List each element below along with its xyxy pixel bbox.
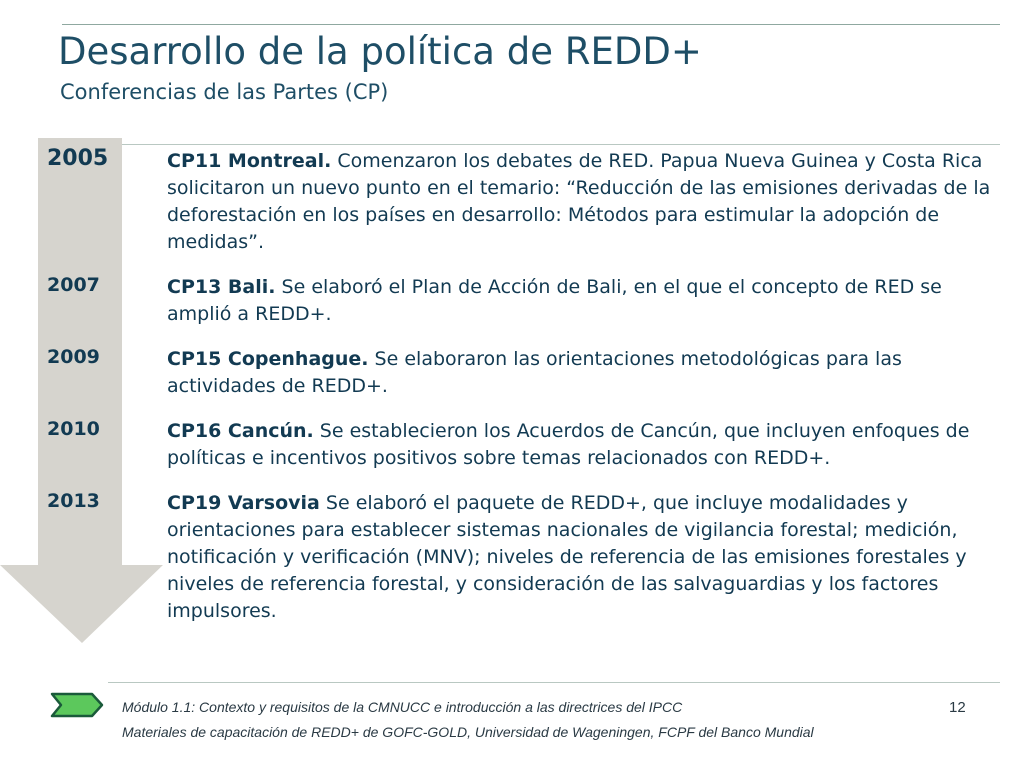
entry-label: CP16 Cancún. (167, 420, 314, 442)
chevron-right-icon (50, 692, 104, 718)
timeline-entry (0, 490, 1024, 625)
entry-text (167, 346, 992, 400)
entry-description: Se elaboraron las orientaciones metodológicas para las actividades de REDD+. (167, 348, 902, 397)
top-divider (62, 24, 1000, 25)
entry-label: CP13 Bali. (167, 276, 276, 298)
entry-text (167, 274, 992, 328)
footer-credits-text: Materiales de capacitación de REDD+ de GOFC-GOLD, Universidad de Wageningen, FCPF del Banco Mundial (122, 724, 814, 740)
entry-description: Comenzaron los debates de RED. Papua Nueva Guinea y Costa Rica solicitaron un nuevo punto en el temario: “Reducción de las emisiones derivadas de la deforestación en los países en desarrollo: Métodos para estimular la adopción de medidas”. (167, 150, 991, 253)
entry-description: Se elaboró el Plan de Acción de Bali, en el que el concepto de RED se amplió a REDD+. (167, 276, 942, 325)
entry-label: CP15 Copenhague. (167, 348, 369, 370)
entry-year: 2009 (47, 346, 100, 368)
entry-text (167, 490, 992, 625)
entry-year: 2007 (47, 274, 100, 296)
content-divider (120, 144, 1000, 145)
entry-year: 2013 (47, 490, 100, 512)
footer-divider (108, 682, 1000, 683)
entry-description: Se elaboró el paquete de REDD+, que incluye modalidades y orientaciones para establecer sistemas nacionales de vigilancia forestal; medición, notificación y verificación (MNV); niveles de referencia de las emisiones forestales y niveles de referencia forestal, y consideración de las salvaguardias y los factores impulsores. (167, 492, 967, 622)
timeline-entry (0, 148, 1024, 256)
entry-text (167, 148, 992, 256)
footer-module-text: Módulo 1.1: Contexto y requisitos de la CMNUCC e introducción a las directrices del IPCC (122, 699, 683, 715)
entry-description: Se establecieron los Acuerdos de Cancún, que incluyen enfoques de políticas e incentivos positivos sobre temas relacionados con REDD+. (167, 420, 970, 469)
entry-text (167, 418, 992, 472)
page-title: Desarrollo de la política de REDD+ (58, 30, 702, 73)
entry-year: 2005 (47, 146, 109, 171)
page-number: 12 (949, 699, 966, 716)
entry-label: CP19 Varsovia (167, 492, 320, 514)
entry-year: 2010 (47, 418, 100, 440)
timeline-list (0, 148, 1024, 625)
timeline-entry (0, 346, 1024, 400)
timeline-entry (0, 274, 1024, 328)
page-subtitle: Conferencias de las Partes (CP) (60, 80, 389, 104)
timeline-entry (0, 418, 1024, 472)
entry-label: CP11 Montreal. (167, 150, 332, 172)
